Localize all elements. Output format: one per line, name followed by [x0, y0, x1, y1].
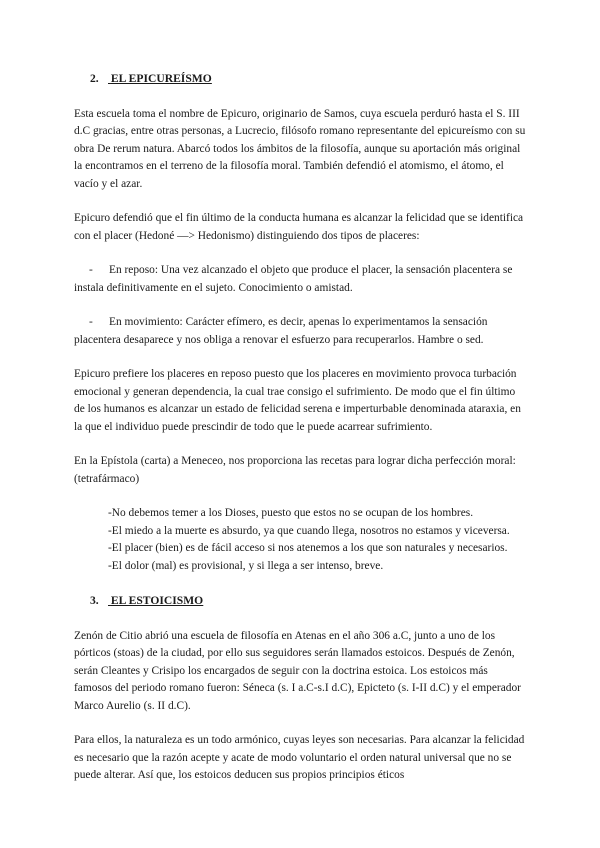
section-3-heading — [74, 592, 526, 610]
page-content — [74, 70, 526, 802]
meneceo-paragraph: En la Epístola (carta) a Meneceo, nos proporciona las recetas para lograr dicha perfección moral: (tetrafármaco) — [74, 455, 516, 485]
ataraxia-paragraph: Epicuro prefiere los placeres en reposo puesto que los placeres en movimiento provoca turbación emocional y generan dependencia, la cual trae consigo el sufrimiento. De modo que el fin último de los humanos es alcanzar un estado de felicidad serena e imperturbable denominada ataraxia, en la que el individuo puede prescindir de todo que le puede acarrear sufrimiento. — [74, 368, 521, 433]
tetrafarmaco-item: -El placer (bien) es de fácil acceso si nos atenemos a los que son naturales y necesarios. — [108, 542, 508, 554]
stoicism-nature-paragraph: Para ellos, la naturaleza es un todo armónico, cuyas leyes son necesarias. Para alcanzar la felicidad es necesario que la razón acepte y acate de modo voluntario el orden natural universal que no se puede alterar. Así que, los estoicos deducen sus propios principios éticos — [74, 734, 525, 781]
section-2-title: EL EPICUREÍSMO — [110, 72, 212, 85]
section-2-heading — [74, 70, 526, 88]
tetrafarmaco-item: -No debemos temer a los Dioses, puesto que estos no se ocupan de los hombres. — [108, 507, 474, 519]
pleasure-type-movement-text: En movimiento: Carácter efímero, es decir, apenas lo experimentamos la sensación placentera desaparece y nos obliga a renovar el esfuerzo para recuperarlos. Hambre o sed. — [74, 316, 488, 346]
pleasure-type-movement — [74, 314, 526, 349]
epicureism-pleasure-paragraph: Epicuro defendió que el fin último de la conducta humana es alcanzar la felicidad que se identifica con el placer (Hedoné —> Hedonismo) distinguiendo dos tipos de placeres: — [74, 212, 524, 242]
list-dash: - — [89, 264, 93, 276]
section-3-title: EL ESTOICISMO — [110, 594, 204, 607]
stoicism-intro-paragraph: Zenón de Citio abrió una escuela de filosofía en Atenas en el año 306 a.C, junto a uno de los pórticos (stoas) de la ciudad, por ello sus seguidores serán llamados estoicos. Después de Zenón, serán Cleantes y Crisipo los encargados de seguir con la doctrina estoica. Los estoicos más famosos del periodo romano fueron: Séneca (s. I a.C-s.I d.C), Epicteto (s. I-II d.C) y el emperador Marco Aurelio (s. II d.C). — [74, 629, 521, 712]
section-3-number: 3. — [90, 594, 99, 607]
epicureism-intro-paragraph: Esta escuela toma el nombre de Epicuro, originario de Samos, cuya escuela perduró hasta el S. III d.C gracias, entre otras personas, a Lucrecio, filósofo romano representante del epicureísmo con su obra De rerum natura. Abarcó todos los ámbitos de la filosofía, aunque su aportación más original la encontramos en el terreno de la filosofía moral. También defendió el atomismo, el átomo, el vacío y el azar. — [74, 107, 526, 190]
tetrafarmaco-item: -El miedo a la muerte es absurdo, ya que cuando llega, nosotros no estamos y viceversa. — [108, 524, 510, 537]
section-2-number: 2. — [90, 72, 99, 85]
pleasure-type-rest — [74, 262, 526, 297]
tetrafarmaco-list — [74, 505, 526, 575]
tetrafarmaco-item: -El dolor (mal) es provisional, y si llega a ser intenso, breve. — [108, 559, 384, 572]
list-dash: - — [89, 316, 93, 328]
pleasure-type-rest-text: En reposo: Una vez alcanzado el objeto que produce el placer, la sensación placentera se instala definitivamente en el sujeto. Conocimiento o amistad. — [74, 264, 513, 294]
